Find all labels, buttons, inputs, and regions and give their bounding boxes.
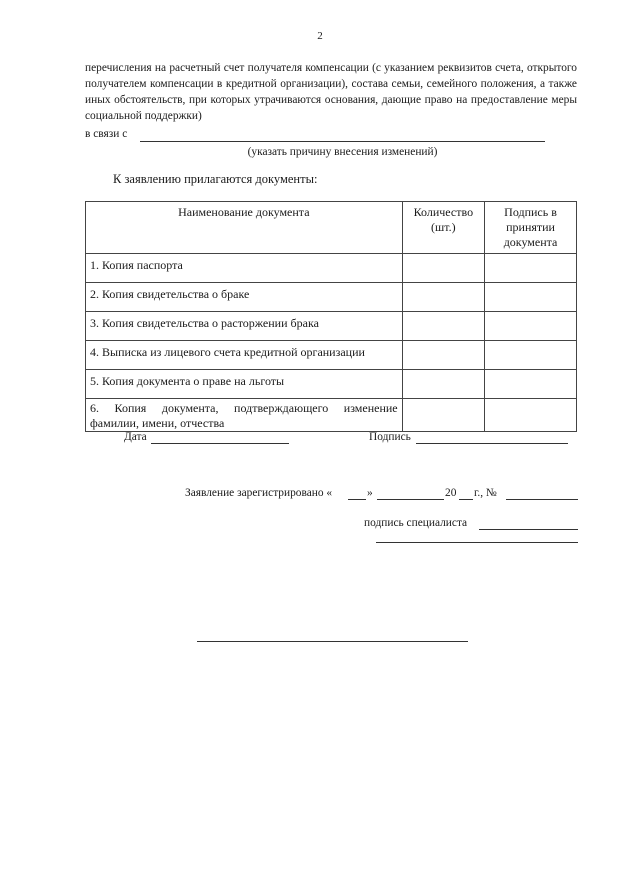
quantity-cell[interactable] [402, 341, 484, 370]
table-header-row [86, 202, 577, 254]
table-row [86, 370, 577, 399]
quantity-cell[interactable] [402, 399, 484, 432]
quantity-cell[interactable] [402, 283, 484, 312]
header-quantity: Количество (шт.) [402, 202, 484, 254]
signature-label: Подпись [369, 431, 411, 443]
table-row [86, 283, 577, 312]
signature-cell[interactable] [485, 370, 577, 399]
document-name: 5. Копия документа о праве на льготы [86, 370, 403, 399]
signature-cell[interactable] [485, 312, 577, 341]
signature-cell[interactable] [485, 341, 577, 370]
signature-cell[interactable] [485, 254, 577, 283]
registration-day-line[interactable] [348, 499, 366, 500]
document-name: 4. Выписка из лицевого счета кредитной организации [86, 341, 403, 370]
date-input-line[interactable] [151, 443, 289, 444]
registration-year-line[interactable] [459, 499, 473, 500]
intro-paragraph: перечисления на расчетный счет получателя компенсации (с указанием реквизитов счета, открытого получателем компенсации в кредитной организации), состава семьи, семейного положения, а также иных обстоятельств, при которых утрачиваются основания, дающие право на предоставление меры социальной поддержки) [85, 62, 577, 122]
specialist-name-line[interactable] [376, 542, 578, 543]
registration-quote-close: » [367, 487, 373, 499]
registration-number-line[interactable] [506, 499, 578, 500]
quantity-cell[interactable] [402, 370, 484, 399]
page-number: 2 [317, 30, 323, 42]
document-name: 2. Копия свидетельства о браке [86, 283, 403, 312]
signature-cell[interactable] [485, 283, 577, 312]
reason-hint: (указать причину внесения изменений) [247, 146, 438, 158]
attachments-heading: К заявлению прилагаются документы: [113, 172, 318, 186]
header-document-name: Наименование документа [86, 202, 403, 254]
reason-label: в связи с [85, 128, 128, 140]
specialist-signature-label: подпись специалиста [364, 517, 468, 529]
table-row [86, 341, 577, 370]
quantity-cell[interactable] [402, 254, 484, 283]
specialist-signature-line[interactable] [479, 529, 578, 530]
signature-cell[interactable] [485, 399, 577, 432]
reason-input-line[interactable] [140, 141, 545, 142]
date-label: Дата [124, 431, 147, 443]
table-row [86, 399, 577, 432]
registration-year-prefix: 20 [445, 487, 457, 499]
document-name: 1. Копия паспорта [86, 254, 403, 283]
signature-input-line[interactable] [416, 443, 568, 444]
registration-year-suffix: г., № [474, 487, 497, 499]
quantity-cell[interactable] [402, 312, 484, 341]
registration-month-line[interactable] [377, 499, 444, 500]
documents-table [85, 201, 577, 432]
registration-prefix: Заявление зарегистрировано « [185, 487, 333, 499]
header-signature: Подпись в принятии документа [485, 202, 577, 254]
bottom-separator-line [197, 641, 468, 642]
table-row [86, 254, 577, 283]
document-name: 3. Копия свидетельства о расторжении брака [86, 312, 403, 341]
table-row [86, 312, 577, 341]
document-name: 6. Копия документа, подтверждающего изменение фамилии, имени, отчества [86, 399, 403, 432]
